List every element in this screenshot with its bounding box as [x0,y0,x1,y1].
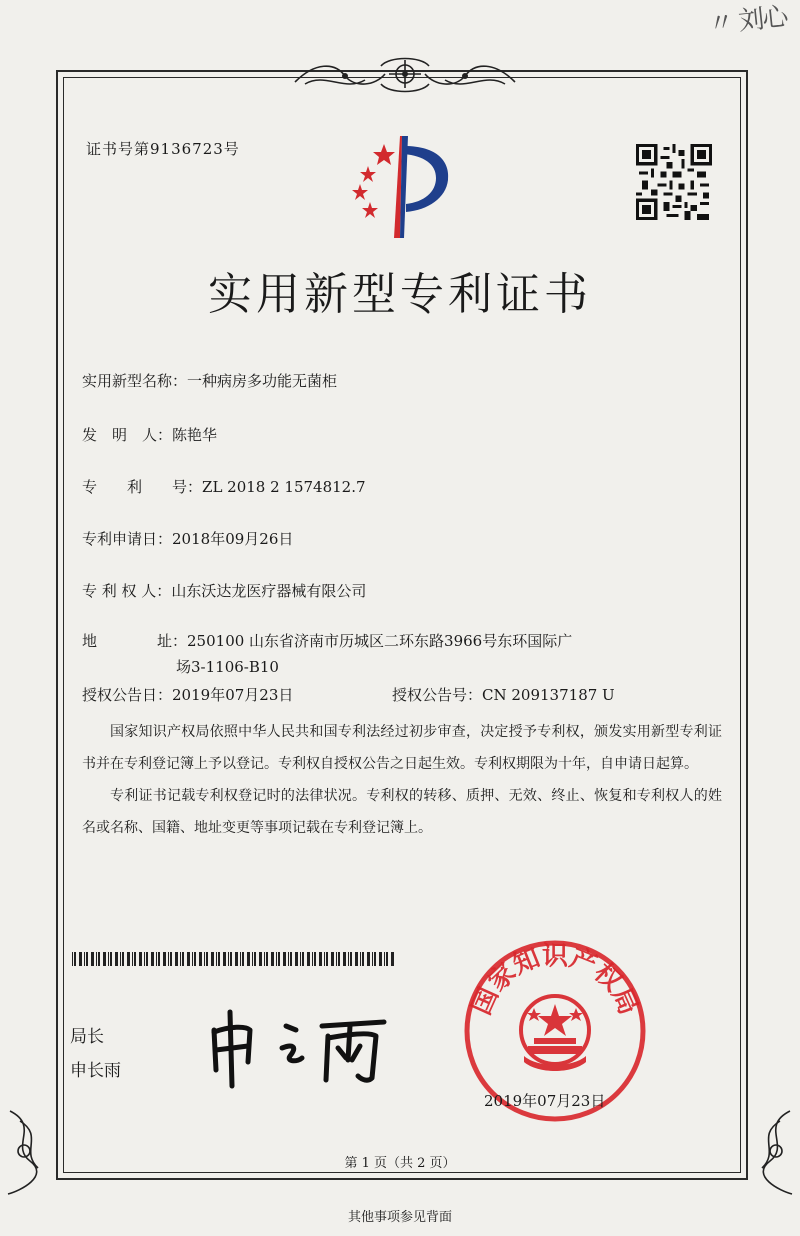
grant-date-row [82,684,293,705]
patent-number: ZL 2018 2 1574812.7 [202,478,366,496]
field-label: 专利申请日： [82,530,173,548]
seal-date: 2019年07月23日 [484,1092,606,1110]
back-note: 其他事项参见背面 [347,1210,452,1225]
filing-date: 2018年09月26日 [172,530,294,548]
qr-code [636,144,712,220]
field-label: 地 址： [82,632,188,650]
grant-number: CN 209137187 U [482,686,615,704]
page-number: 第 1 页（共 2 页） [344,1156,456,1171]
address-row [82,630,572,651]
certificate-statement [82,716,722,844]
top-ornament-icon [285,52,525,96]
field-label: 授权公告日： [82,686,173,704]
patent-number-row [82,476,366,497]
cnipa-logo-icon [338,132,456,242]
handwritten-mark: 〃 刘心 [706,1,788,40]
field-label: 发 明 人： [82,426,173,444]
corner-ornament-icon [746,1106,800,1196]
field-label: 专 利 号： [82,478,203,496]
inventor-name: 陈艳华 [172,426,218,444]
utility-model-name-row [82,370,337,391]
director-name: 申长雨 [70,1061,121,1081]
director-signature [200,1000,400,1090]
field-label: 实用新型名称： [82,372,188,390]
certificate-number: 证书号第9136723号 [86,140,240,158]
seal-text: 国家知识产权局 [466,941,644,1020]
grant-number-row [392,684,615,705]
statement-paragraph-2: 专利证书记载专利权登记时的法律状况。专利权的转移、质押、无效、终止、恢复和专利权人的姓名或名称、国籍、地址变更等事项记载在专利登记簿上。 [82,788,722,836]
patentee-row [82,580,366,601]
director-title: 局长 [70,1027,104,1047]
address-row-continued [176,656,279,677]
address-line-1: 250100 山东省济南市历城区二环东路3966号东环国际广 [187,632,573,650]
barcode [72,952,394,966]
utility-model-name: 一种病房多功能无菌柜 [187,372,338,390]
certificate-title: 实用新型专利证书 [208,269,592,320]
field-label: 授权公告号： [392,686,483,704]
filing-date-row [82,528,293,549]
statement-paragraph-1: 国家知识产权局依照中华人民共和国专利法经过初步审查，决定授予专利权，颁发实用新型专利证书并在专利登记簿上予以登记。专利权自授权公告之日起生效。专利权期限为十年，自申请日起算。 [82,724,722,772]
inventor-row [82,424,217,445]
grant-date: 2019年07月23日 [172,686,294,704]
corner-ornament-icon [0,1106,54,1196]
address-line-2: 场3-1106-B10 [176,658,279,676]
field-label: 专 利 权 人： [82,582,172,600]
patentee-name: 山东沃达龙医疗器械有限公司 [171,582,367,600]
